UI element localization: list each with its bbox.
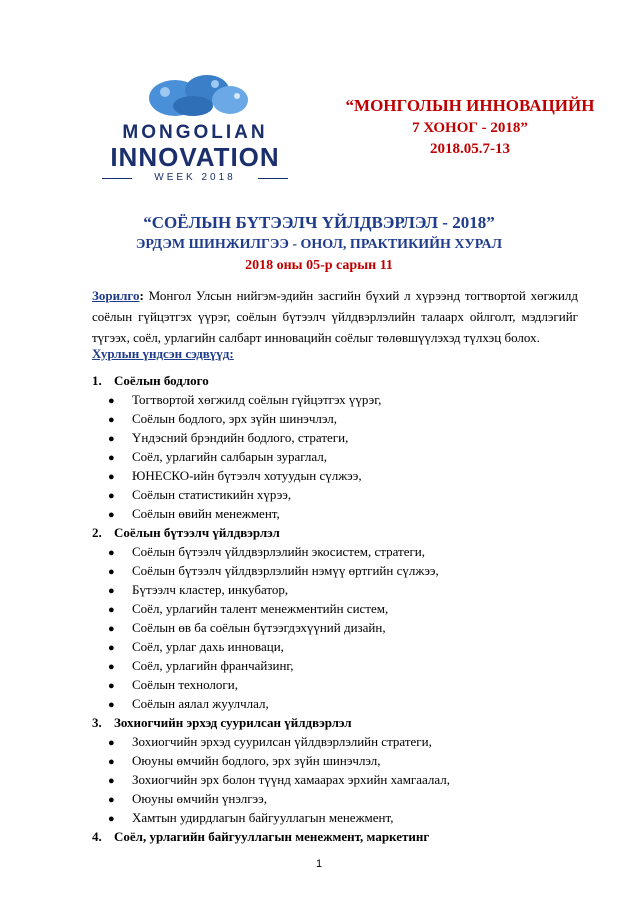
section-number: 2. <box>92 525 102 540</box>
list-item-text: Соёл, урлагийн салбарын зураглал, <box>132 449 328 464</box>
list-item-text: Соёлын аялал жуулчлал, <box>132 696 269 711</box>
bullet-icon: ● <box>108 737 115 749</box>
page-number: 1 <box>315 858 323 870</box>
bullet-icon: ● <box>108 623 115 635</box>
bullet-icon: ● <box>108 699 115 711</box>
bullet-icon: ● <box>108 509 115 521</box>
list-item <box>92 390 592 409</box>
logo-world-map-icon <box>145 72 255 120</box>
list-item <box>92 542 592 561</box>
section-title: Соёлын бүтээлч үйлдвэрлэл <box>114 525 280 540</box>
list-item-text: Соёлын технологи, <box>132 677 238 692</box>
conference-date: 2018 оны 05-р сарын 11 <box>245 258 393 273</box>
bullet-icon: ● <box>108 775 115 787</box>
list-item <box>92 751 592 770</box>
list-item <box>92 637 592 656</box>
list-item <box>92 675 592 694</box>
list-item-text: Бүтээлч кластер, инкубатор, <box>132 582 289 597</box>
goal-text: Монгол Улсын нийгэм-эдийн засгийн бүхий л хүрээнд тогтвортой хөгжилд соёлын гүйцэтгэх үүрэг, соёлын бүтээлч үйлдвэрлэлийн талаарх ойлголт, мэдлэгийг түгээх, соёл, урлагийн салбарт инновацийн соёлыг төлөвшүүлэхэд түлхэц болох. <box>92 288 578 345</box>
bullet-icon: ● <box>108 642 115 654</box>
event-subtitle: 7 ХОНОГ - 2018” <box>412 120 528 136</box>
list-item <box>92 485 592 504</box>
list-item <box>92 504 592 523</box>
event-title: “МОНГОЛЫН ИННОВАЦИЙН <box>345 96 595 115</box>
list-item-text: Соёлын статистикийн хүрээ, <box>132 487 292 502</box>
list-item <box>92 466 592 485</box>
section-title: Зохиогчийн эрхэд суурилсан үйлдвэрлэл <box>114 715 352 730</box>
list-item-text: Соёл, урлагийн талент менежментийн систем, <box>132 601 389 616</box>
list-item-text: Соёлын өвийн менежмент, <box>132 506 280 521</box>
bullet-icon: ● <box>108 813 115 825</box>
list-item-text: ЮНЕСКО-ийн бүтээлч хотуудын сүлжээ, <box>132 468 362 483</box>
topics-heading: Хурлын үндсэн сэдвүүд: <box>92 346 234 361</box>
bullet-icon: ● <box>108 604 115 616</box>
list-item <box>92 409 592 428</box>
list-item <box>92 580 592 599</box>
list-item <box>92 770 592 789</box>
bullet-icon: ● <box>108 471 115 483</box>
list-item <box>92 808 592 827</box>
section-heading <box>92 713 592 732</box>
bullet-icon: ● <box>108 566 115 578</box>
logo-text-mongolian: MONGOLIAN <box>122 122 268 143</box>
goal-paragraph: Зорилго: Монгол Улсын нийгэм-эдийн засгийн бүхий л хүрээнд тогтвортой хөгжилд соёлын гүйцэтгэх үүрэг, соёлын бүтээлч үйлдвэрлэлийн талаарх ойлголт, мэдлэгийг түгээх, соёл, урлагийн салбарт инновацийн соёлыг төлөвшүүлэхэд түлхэц болох. <box>92 288 578 345</box>
list-item <box>92 561 592 580</box>
conference-title: “СОЁЛЫН БҮТЭЭЛЧ ҮЙЛДВЭРЛЭЛ - 2018” <box>143 213 495 232</box>
list-item-text: Зохиогчийн эрхэд суурилсан үйлдвэрлэлийн стратеги, <box>132 734 432 749</box>
bullet-icon: ● <box>108 661 115 673</box>
list-item-text: Соёлын бодлого, эрх зүйн шинэчлэл, <box>132 411 337 426</box>
bullet-icon: ● <box>108 414 115 426</box>
list-item-text: Үндэсний брэндийн бодлого, стратеги, <box>132 430 349 445</box>
bullet-icon: ● <box>108 433 115 445</box>
list-item <box>92 599 592 618</box>
goal-label: Зорилго <box>92 288 140 303</box>
bullet-icon: ● <box>108 756 115 768</box>
mongolian-innovation-week-logo <box>100 72 290 182</box>
bullet-icon: ● <box>108 490 115 502</box>
list-item-text: Соёл, урлаг дахь инноваци, <box>132 639 284 654</box>
section-heading <box>92 523 592 542</box>
list-item-text: Соёл, урлагийн франчайзинг, <box>132 658 294 673</box>
list-item-text: Соёлын бүтээлч үйлдвэрлэлийн экосистем, стратеги, <box>132 544 426 559</box>
logo-rule-right <box>258 178 288 179</box>
section-heading <box>92 371 592 390</box>
list-item-text: Зохиогчийн эрх болон түүнд хамаарах эрхийн хамгаалал, <box>132 772 451 787</box>
event-dates: 2018.05.7-13 <box>430 141 510 157</box>
topics-list <box>92 371 592 846</box>
list-item <box>92 618 592 637</box>
section-number: 3. <box>92 715 102 730</box>
event-header <box>320 94 620 160</box>
bullet-icon: ● <box>108 395 115 407</box>
list-item-text: Оюуны өмчийн бодлого, эрх зүйн шинэчлэл, <box>132 753 381 768</box>
list-item <box>92 789 592 808</box>
bullet-icon: ● <box>108 680 115 692</box>
section-number: 4. <box>92 829 102 844</box>
bullet-icon: ● <box>108 547 115 559</box>
list-item <box>92 447 592 466</box>
list-item <box>92 694 592 713</box>
list-item <box>92 656 592 675</box>
conference-subtitle: ЭРДЭМ ШИНЖИЛГЭЭ - ОНОЛ, ПРАКТИКИЙН ХУРАЛ <box>135 237 503 252</box>
list-item-text: Оюуны өмчийн үнэлгээ, <box>132 791 267 806</box>
section-number: 1. <box>92 373 102 388</box>
bullet-icon: ● <box>108 585 115 597</box>
bullet-icon: ● <box>108 452 115 464</box>
list-item-text: Соёлын бүтээлч үйлдвэрлэлийн нэмүү өртгийн сүлжээ, <box>132 563 439 578</box>
logo-text-innovation: INNOVATION <box>110 142 280 172</box>
list-item <box>92 732 592 751</box>
bullet-icon: ● <box>108 794 115 806</box>
section-title: Соёл, урлагийн байгууллагын менежмент, маркетинг <box>114 829 430 844</box>
section-title: Соёлын бодлого <box>114 373 209 388</box>
logo-text-week: WEEK 2018 <box>154 172 236 183</box>
list-item-text: Соёлын өв ба соёлын бүтээгдэхүүний дизайн, <box>132 620 386 635</box>
list-item <box>92 428 592 447</box>
list-item-text: Хамтын удирдлагын байгууллагын менежмент, <box>132 810 394 825</box>
list-item-text: Тогтвортой хөгжилд соёлын гүйцэтгэх үүрэг, <box>132 392 382 407</box>
section-heading <box>92 827 592 846</box>
